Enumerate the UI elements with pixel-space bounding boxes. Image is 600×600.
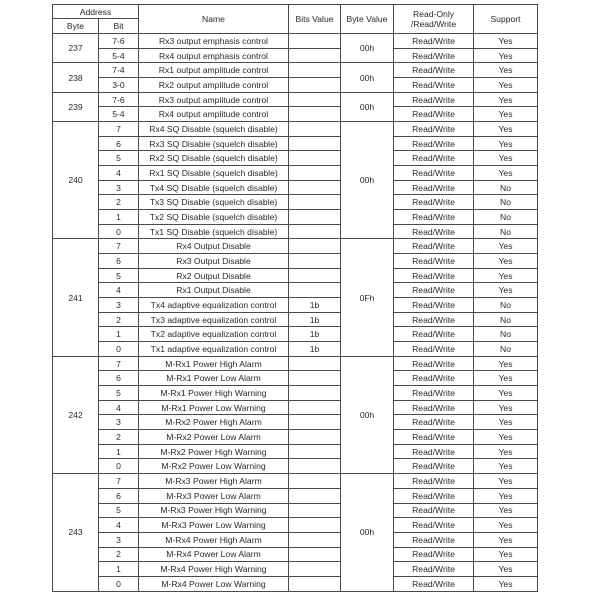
bits-value-cell: 1b: [289, 342, 341, 357]
access-cell: Read/Write: [394, 239, 474, 254]
access-cell: Read/Write: [394, 547, 474, 562]
byte-address-cell: 238: [53, 63, 99, 92]
name-cell: Tx3 SQ Disable (squelch disable): [139, 195, 289, 210]
bits-value-cell: [289, 136, 341, 151]
access-cell: Read/Write: [394, 136, 474, 151]
support-cell: Yes: [474, 254, 538, 269]
bits-value-cell: [289, 92, 341, 107]
name-cell: Rx3 output amplitude control: [139, 92, 289, 107]
name-cell: M-Rx3 Power High Warning: [139, 503, 289, 518]
table-row: [53, 122, 538, 137]
table-row: [53, 562, 538, 577]
bits-value-cell: [289, 400, 341, 415]
support-cell: Yes: [474, 547, 538, 562]
name-cell: Rx2 output amplitude control: [139, 78, 289, 93]
bit-cell: 0: [99, 224, 139, 239]
name-cell: M-Rx3 Power Low Alarm: [139, 488, 289, 503]
bits-value-cell: [289, 78, 341, 93]
table-row: [53, 195, 538, 210]
bit-cell: 0: [99, 576, 139, 591]
table-row: [53, 107, 538, 122]
support-cell: Yes: [474, 576, 538, 591]
name-cell: M-Rx3 Power Low Warning: [139, 518, 289, 533]
support-cell: No: [474, 327, 538, 342]
bits-value-cell: [289, 430, 341, 445]
table-row: [53, 518, 538, 533]
bits-value-cell: [289, 254, 341, 269]
name-cell: Rx2 Output Disable: [139, 268, 289, 283]
table-row: [53, 488, 538, 503]
support-cell: Yes: [474, 415, 538, 430]
name-cell: Rx2 SQ Disable (squelch disable): [139, 151, 289, 166]
name-cell: M-Rx4 Power High Warning: [139, 562, 289, 577]
access-cell: Read/Write: [394, 48, 474, 63]
support-cell: Yes: [474, 151, 538, 166]
table-row: [53, 386, 538, 401]
bits-value-cell: [289, 268, 341, 283]
bit-cell: 6: [99, 136, 139, 151]
table-row: [53, 136, 538, 151]
name-cell: Rx4 SQ Disable (squelch disable): [139, 122, 289, 137]
bit-cell: 5: [99, 268, 139, 283]
bit-cell: 3: [99, 532, 139, 547]
bits-value-cell: [289, 562, 341, 577]
access-cell: Read/Write: [394, 195, 474, 210]
access-cell: Read/Write: [394, 386, 474, 401]
byte-address-cell: 243: [53, 474, 99, 591]
access-cell: Read/Write: [394, 562, 474, 577]
bit-cell: 2: [99, 430, 139, 445]
bits-value-cell: [289, 503, 341, 518]
table-row: [53, 78, 538, 93]
table-row: [53, 342, 538, 357]
bits-value-cell: [289, 459, 341, 474]
bits-value-cell: [289, 210, 341, 225]
access-cell: Read/Write: [394, 400, 474, 415]
table-row: [53, 166, 538, 181]
access-cell: Read/Write: [394, 151, 474, 166]
table-row: [53, 224, 538, 239]
bits-value-cell: [289, 180, 341, 195]
bit-cell: 7-6: [99, 92, 139, 107]
table-row: [53, 254, 538, 269]
access-cell: Read/Write: [394, 107, 474, 122]
support-cell: No: [474, 180, 538, 195]
name-cell: Rx3 SQ Disable (squelch disable): [139, 136, 289, 151]
access-cell: Read/Write: [394, 283, 474, 298]
table-row: [53, 239, 538, 254]
table-row: [53, 283, 538, 298]
bit-cell: 0: [99, 459, 139, 474]
table-row: [53, 210, 538, 225]
bits-value-cell: [289, 224, 341, 239]
name-cell: Tx2 adaptive equalization control: [139, 327, 289, 342]
name-cell: Rx3 output emphasis control: [139, 34, 289, 49]
access-cell: Read/Write: [394, 122, 474, 137]
header-name: Name: [139, 5, 289, 34]
access-cell: Read/Write: [394, 224, 474, 239]
byte-value-cell: 00h: [341, 122, 394, 239]
support-cell: No: [474, 210, 538, 225]
byte-address-cell: 241: [53, 239, 99, 356]
name-cell: Tx1 SQ Disable (squelch disable): [139, 224, 289, 239]
name-cell: M-Rx4 Power Low Alarm: [139, 547, 289, 562]
header-access-line2: /Read/Write: [410, 19, 457, 29]
table-row: [53, 34, 538, 49]
support-cell: Yes: [474, 356, 538, 371]
table-row: [53, 503, 538, 518]
support-cell: No: [474, 298, 538, 313]
bit-cell: 3: [99, 180, 139, 195]
byte-value-cell: 00h: [341, 92, 394, 121]
support-cell: Yes: [474, 488, 538, 503]
bits-value-cell: [289, 371, 341, 386]
table-row: [53, 268, 538, 283]
support-cell: Yes: [474, 92, 538, 107]
bit-cell: 5-4: [99, 107, 139, 122]
bit-cell: 4: [99, 400, 139, 415]
name-cell: Rx3 Output Disable: [139, 254, 289, 269]
access-cell: Read/Write: [394, 518, 474, 533]
table-row: [53, 474, 538, 489]
bits-value-cell: [289, 107, 341, 122]
name-cell: M-Rx3 Power High Alarm: [139, 474, 289, 489]
table-row: [53, 180, 538, 195]
bit-cell: 7-6: [99, 34, 139, 49]
bit-cell: 3: [99, 298, 139, 313]
bits-value-cell: [289, 151, 341, 166]
table-row: [53, 63, 538, 78]
table-row: [53, 92, 538, 107]
header-byte-value: Byte Value: [341, 5, 394, 34]
bit-cell: 0: [99, 342, 139, 357]
access-cell: Read/Write: [394, 78, 474, 93]
access-cell: Read/Write: [394, 532, 474, 547]
support-cell: Yes: [474, 283, 538, 298]
name-cell: M-Rx4 Power High Alarm: [139, 532, 289, 547]
support-cell: Yes: [474, 78, 538, 93]
bit-cell: 7: [99, 474, 139, 489]
support-cell: Yes: [474, 371, 538, 386]
table-row: [53, 444, 538, 459]
name-cell: Tx4 SQ Disable (squelch disable): [139, 180, 289, 195]
name-cell: Tx1 adaptive equalization control: [139, 342, 289, 357]
bits-value-cell: [289, 239, 341, 254]
support-cell: Yes: [474, 48, 538, 63]
bit-cell: 5: [99, 151, 139, 166]
register-table: [52, 4, 538, 592]
bits-value-cell: [289, 547, 341, 562]
support-cell: Yes: [474, 63, 538, 78]
support-cell: Yes: [474, 503, 538, 518]
support-cell: Yes: [474, 518, 538, 533]
bit-cell: 2: [99, 312, 139, 327]
name-cell: Tx3 adaptive equalization control: [139, 312, 289, 327]
byte-value-cell: 00h: [341, 34, 394, 63]
table-row: [53, 415, 538, 430]
access-cell: Read/Write: [394, 430, 474, 445]
name-cell: M-Rx2 Power Low Alarm: [139, 430, 289, 445]
name-cell: Tx4 adaptive equalization control: [139, 298, 289, 313]
table-row: [53, 312, 538, 327]
name-cell: Rx4 output amplitude control: [139, 107, 289, 122]
bit-cell: 2: [99, 195, 139, 210]
access-cell: Read/Write: [394, 415, 474, 430]
support-cell: Yes: [474, 562, 538, 577]
table-row: [53, 459, 538, 474]
header-byte: Byte: [53, 19, 99, 34]
bit-cell: 3: [99, 415, 139, 430]
bit-cell: 1: [99, 562, 139, 577]
byte-value-cell: 00h: [341, 63, 394, 92]
name-cell: Rx1 Output Disable: [139, 283, 289, 298]
access-cell: Read/Write: [394, 371, 474, 386]
bit-cell: 2: [99, 547, 139, 562]
byte-address-cell: 240: [53, 122, 99, 239]
header-bits-value: Bits Value: [289, 5, 341, 34]
name-cell: M-Rx1 Power Low Alarm: [139, 371, 289, 386]
name-cell: M-Rx4 Power Low Warning: [139, 576, 289, 591]
access-cell: Read/Write: [394, 503, 474, 518]
header-support: Support: [474, 5, 538, 34]
header-access: [394, 5, 474, 34]
bits-value-cell: 1b: [289, 312, 341, 327]
name-cell: Tx2 SQ Disable (squelch disable): [139, 210, 289, 225]
support-cell: Yes: [474, 239, 538, 254]
table-row: [53, 298, 538, 313]
table-row: [53, 356, 538, 371]
access-cell: Read/Write: [394, 34, 474, 49]
name-cell: Rx4 Output Disable: [139, 239, 289, 254]
support-cell: Yes: [474, 34, 538, 49]
support-cell: Yes: [474, 166, 538, 181]
bit-cell: 1: [99, 327, 139, 342]
table-header: [53, 5, 538, 34]
support-cell: Yes: [474, 400, 538, 415]
bit-cell: 1: [99, 444, 139, 459]
access-cell: Read/Write: [394, 298, 474, 313]
support-cell: Yes: [474, 474, 538, 489]
bits-value-cell: [289, 415, 341, 430]
bit-cell: 5-4: [99, 48, 139, 63]
support-cell: Yes: [474, 268, 538, 283]
bits-value-cell: [289, 122, 341, 137]
bits-value-cell: [289, 356, 341, 371]
access-cell: Read/Write: [394, 210, 474, 225]
name-cell: M-Rx2 Power High Alarm: [139, 415, 289, 430]
access-cell: Read/Write: [394, 312, 474, 327]
table-row: [53, 547, 538, 562]
support-cell: Yes: [474, 444, 538, 459]
support-cell: Yes: [474, 386, 538, 401]
table-row: [53, 532, 538, 547]
support-cell: Yes: [474, 107, 538, 122]
table-row: [53, 48, 538, 63]
bits-value-cell: [289, 474, 341, 489]
access-cell: Read/Write: [394, 459, 474, 474]
support-cell: Yes: [474, 430, 538, 445]
access-cell: Read/Write: [394, 474, 474, 489]
bits-value-cell: [289, 34, 341, 49]
table-row: [53, 400, 538, 415]
bit-cell: 6: [99, 254, 139, 269]
name-cell: Rx4 output emphasis control: [139, 48, 289, 63]
bit-cell: 6: [99, 371, 139, 386]
bits-value-cell: [289, 518, 341, 533]
access-cell: Read/Write: [394, 268, 474, 283]
name-cell: M-Rx1 Power High Warning: [139, 386, 289, 401]
bit-cell: 1: [99, 210, 139, 225]
bit-cell: 4: [99, 518, 139, 533]
access-cell: Read/Write: [394, 356, 474, 371]
bits-value-cell: [289, 195, 341, 210]
byte-value-cell: 0Fh: [341, 239, 394, 356]
access-cell: Read/Write: [394, 166, 474, 181]
header-address: Address: [53, 5, 139, 19]
bit-cell: 4: [99, 283, 139, 298]
access-cell: Read/Write: [394, 63, 474, 78]
name-cell: M-Rx1 Power High Alarm: [139, 356, 289, 371]
access-cell: Read/Write: [394, 254, 474, 269]
bits-value-cell: [289, 48, 341, 63]
access-cell: Read/Write: [394, 488, 474, 503]
table-row: [53, 151, 538, 166]
access-cell: Read/Write: [394, 180, 474, 195]
bit-cell: 6: [99, 488, 139, 503]
byte-address-cell: 239: [53, 92, 99, 121]
header-bit: Bit: [99, 19, 139, 34]
bit-cell: 5: [99, 503, 139, 518]
support-cell: Yes: [474, 122, 538, 137]
name-cell: Rx1 output amplitude control: [139, 63, 289, 78]
name-cell: M-Rx1 Power Low Warning: [139, 400, 289, 415]
access-cell: Read/Write: [394, 342, 474, 357]
support-cell: Yes: [474, 532, 538, 547]
bits-value-cell: [289, 63, 341, 78]
bits-value-cell: [289, 166, 341, 181]
bits-value-cell: [289, 576, 341, 591]
table-row: [53, 430, 538, 445]
bit-cell: 3-0: [99, 78, 139, 93]
table-row: [53, 576, 538, 591]
bit-cell: 7-4: [99, 63, 139, 78]
byte-address-cell: 237: [53, 34, 99, 63]
support-cell: No: [474, 195, 538, 210]
access-cell: Read/Write: [394, 92, 474, 107]
access-cell: Read/Write: [394, 327, 474, 342]
byte-address-cell: 242: [53, 356, 99, 473]
bit-cell: 7: [99, 356, 139, 371]
table-row: [53, 327, 538, 342]
support-cell: Yes: [474, 459, 538, 474]
byte-value-cell: 00h: [341, 474, 394, 591]
bits-value-cell: 1b: [289, 298, 341, 313]
name-cell: M-Rx2 Power Low Warning: [139, 459, 289, 474]
bits-value-cell: [289, 444, 341, 459]
bits-value-cell: 1b: [289, 327, 341, 342]
bits-value-cell: [289, 283, 341, 298]
support-cell: Yes: [474, 136, 538, 151]
bit-cell: 5: [99, 386, 139, 401]
bit-cell: 7: [99, 122, 139, 137]
table-row: [53, 371, 538, 386]
bits-value-cell: [289, 532, 341, 547]
support-cell: No: [474, 224, 538, 239]
bits-value-cell: [289, 386, 341, 401]
header-access-line1: Read-Only: [412, 9, 455, 19]
bits-value-cell: [289, 488, 341, 503]
bit-cell: 4: [99, 166, 139, 181]
bit-cell: 7: [99, 239, 139, 254]
support-cell: No: [474, 312, 538, 327]
support-cell: No: [474, 342, 538, 357]
access-cell: Read/Write: [394, 444, 474, 459]
name-cell: M-Rx2 Power High Warning: [139, 444, 289, 459]
table-body: [53, 34, 538, 592]
access-cell: Read/Write: [394, 576, 474, 591]
name-cell: Rx1 SQ Disable (squelch disable): [139, 166, 289, 181]
byte-value-cell: 00h: [341, 356, 394, 473]
